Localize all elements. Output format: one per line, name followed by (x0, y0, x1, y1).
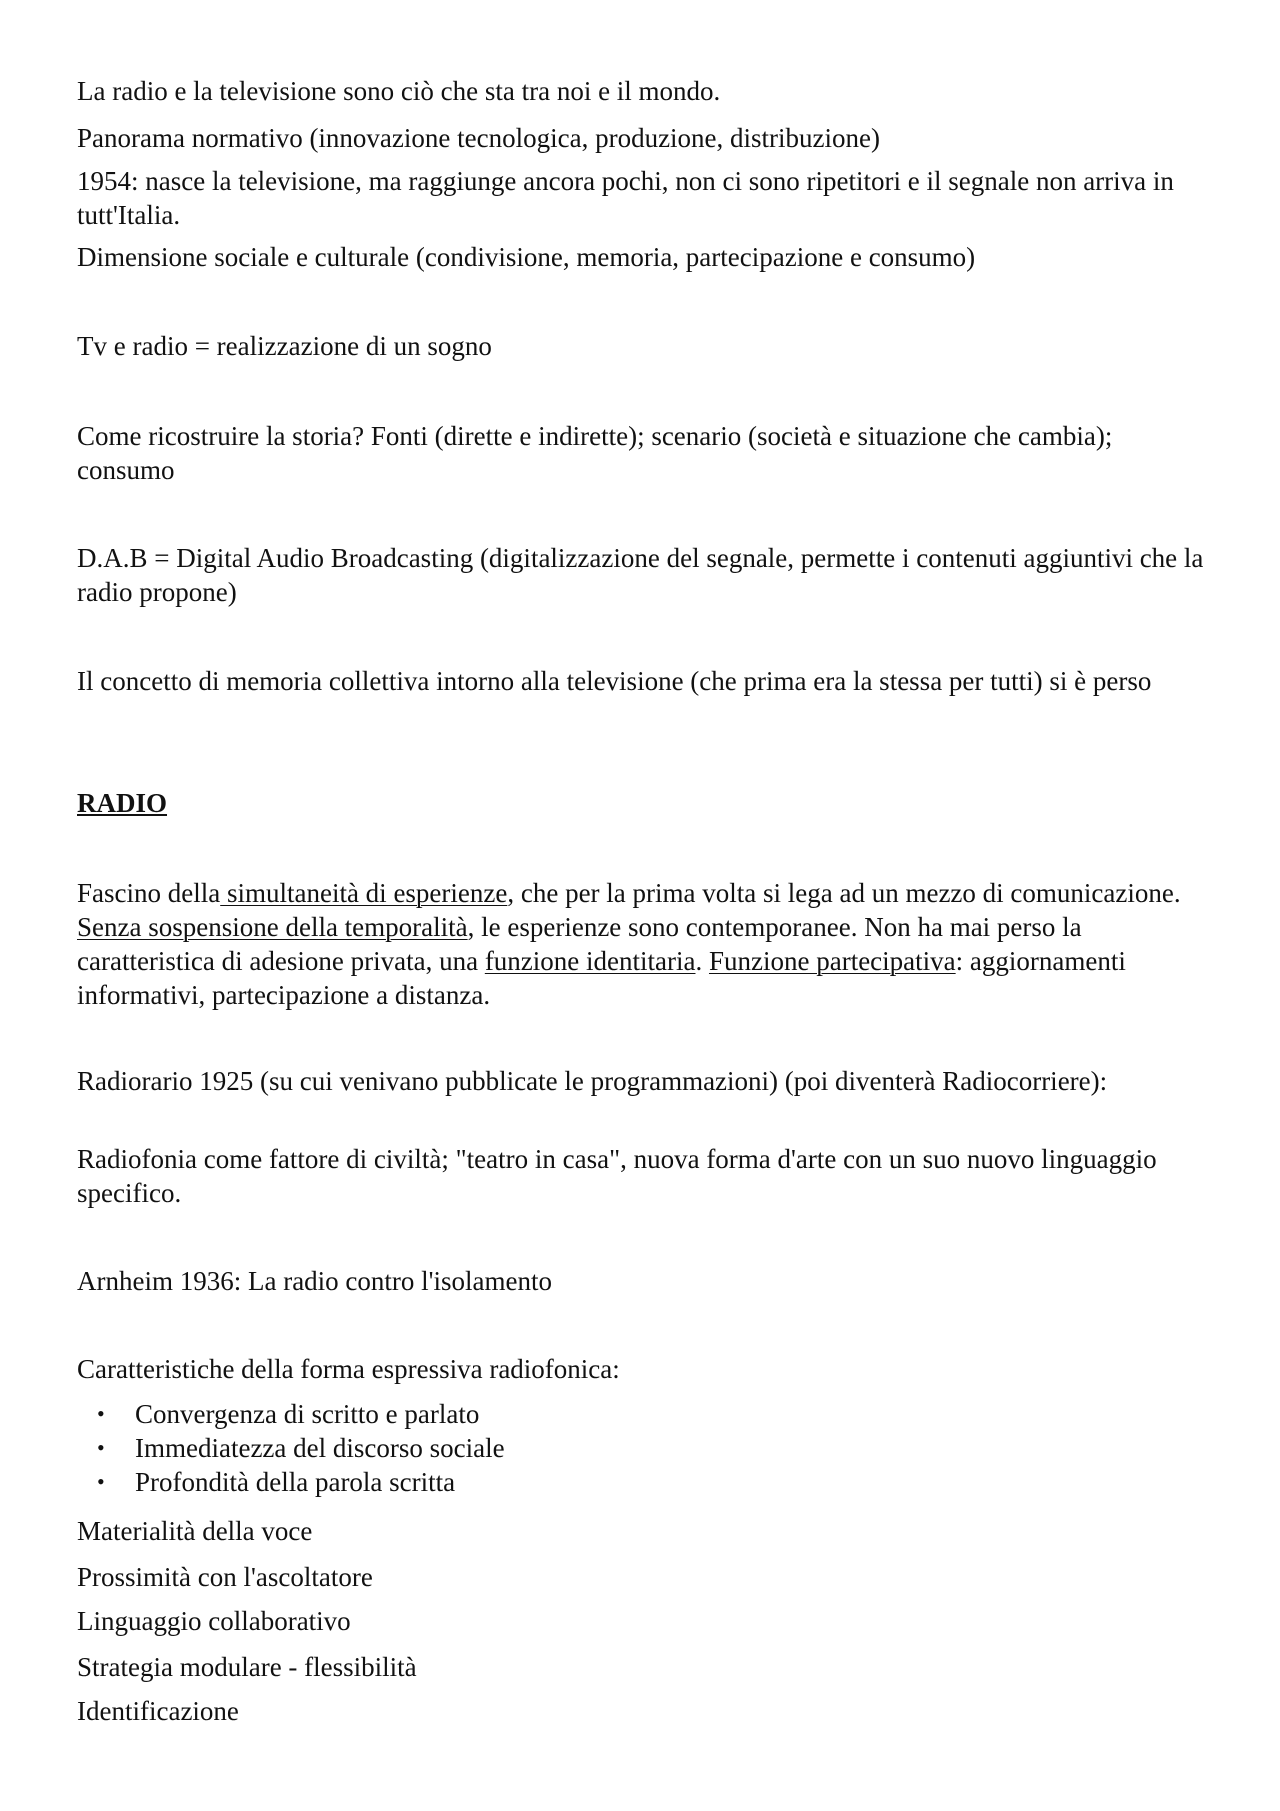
fascino-text-5: : aggiornamenti informativi, partecipazione a distanza. (77, 946, 1126, 1010)
paragraph-arnheim: Arnheim 1936: La radio contro l'isolamento (77, 1266, 553, 1296)
paragraph-fascino (77, 876, 1207, 1012)
fascino-text-1: Fascino della (77, 878, 221, 908)
line-identificazione: Identificazione (77, 1696, 239, 1726)
bullet-icon: • (97, 1435, 105, 1460)
bullet-icon: • (97, 1401, 105, 1426)
paragraph-radiorario: Radiorario 1925 (su cui venivano pubblicate le programmazioni) (poi diventerà Radiocorriere): (77, 1066, 1108, 1096)
fascino-text-4: . (695, 946, 709, 976)
fascino-text-3: , le esperienze sono contemporanee. Non ha mai perso la caratteristica di adesione privata, una (77, 912, 1082, 976)
underline-funzione-partecipativa: Funzione partecipativa (708, 946, 956, 976)
paragraph-dab: D.A.B = Digital Audio Broadcasting (digitalizzazione del segnale, permette i contenuti aggiuntivi che la radio propone) (77, 543, 1204, 607)
paragraph-1954: 1954: nasce la televisione, ma raggiunge ancora pochi, non ci sono ripetitori e il segnale non arriva in tutt'Italia. (77, 166, 1174, 230)
paragraph-intro: La radio e la televisione sono ciò che sta tra noi e il mondo. (77, 76, 721, 106)
paragraph-panorama: Panorama normativo (innovazione tecnologica, produzione, distribuzione) (77, 123, 880, 153)
underline-temporalita: Senza sospensione della temporalità (77, 912, 468, 942)
line-prossimita: Prossimità con l'ascoltatore (77, 1562, 373, 1592)
line-materialita: Materialità della voce (77, 1516, 313, 1546)
list-item-text: Convergenza di scritto e parlato (135, 1399, 480, 1429)
paragraph-radiofonia: Radiofonia come fattore di civiltà; "teatro in casa", nuova forma d'arte con un suo nuovo linguaggio specifico. (77, 1144, 1157, 1208)
paragraph-storia: Come ricostruire la storia? Fonti (dirette e indirette); scenario (società e situazione che cambia); consumo (77, 421, 1113, 485)
heading-radio: RADIO (77, 788, 168, 818)
bullet-list (77, 1397, 1207, 1499)
list-item (77, 1397, 1207, 1431)
list-item (77, 1431, 1207, 1465)
bullet-icon: • (97, 1469, 105, 1494)
list-item-text: Profondità della parola scritta (135, 1467, 456, 1497)
list-item (77, 1465, 1207, 1499)
fascino-text-2: , che per la prima volta si lega ad un mezzo di comunicazione. (507, 878, 1181, 908)
line-strategia: Strategia modulare - flessibilità (77, 1652, 417, 1682)
paragraph-memoria: Il concetto di memoria collettiva intorno alla televisione (che prima era la stessa per tutti) si è perso (77, 666, 1152, 696)
paragraph-dimensione: Dimensione sociale e culturale (condivisione, memoria, partecipazione e consumo) (77, 242, 976, 272)
paragraph-sogno: Tv e radio = realizzazione di un sogno (77, 331, 492, 361)
list-item-text: Immediatezza del discorso sociale (135, 1433, 505, 1463)
underline-simultaneita: simultaneità di esperienze (220, 878, 508, 908)
paragraph-caratteristiche: Caratteristiche della forma espressiva radiofonica: (77, 1354, 620, 1384)
underline-funzione-identitaria: funzione identitaria (484, 946, 696, 976)
line-linguaggio: Linguaggio collaborativo (77, 1606, 351, 1636)
